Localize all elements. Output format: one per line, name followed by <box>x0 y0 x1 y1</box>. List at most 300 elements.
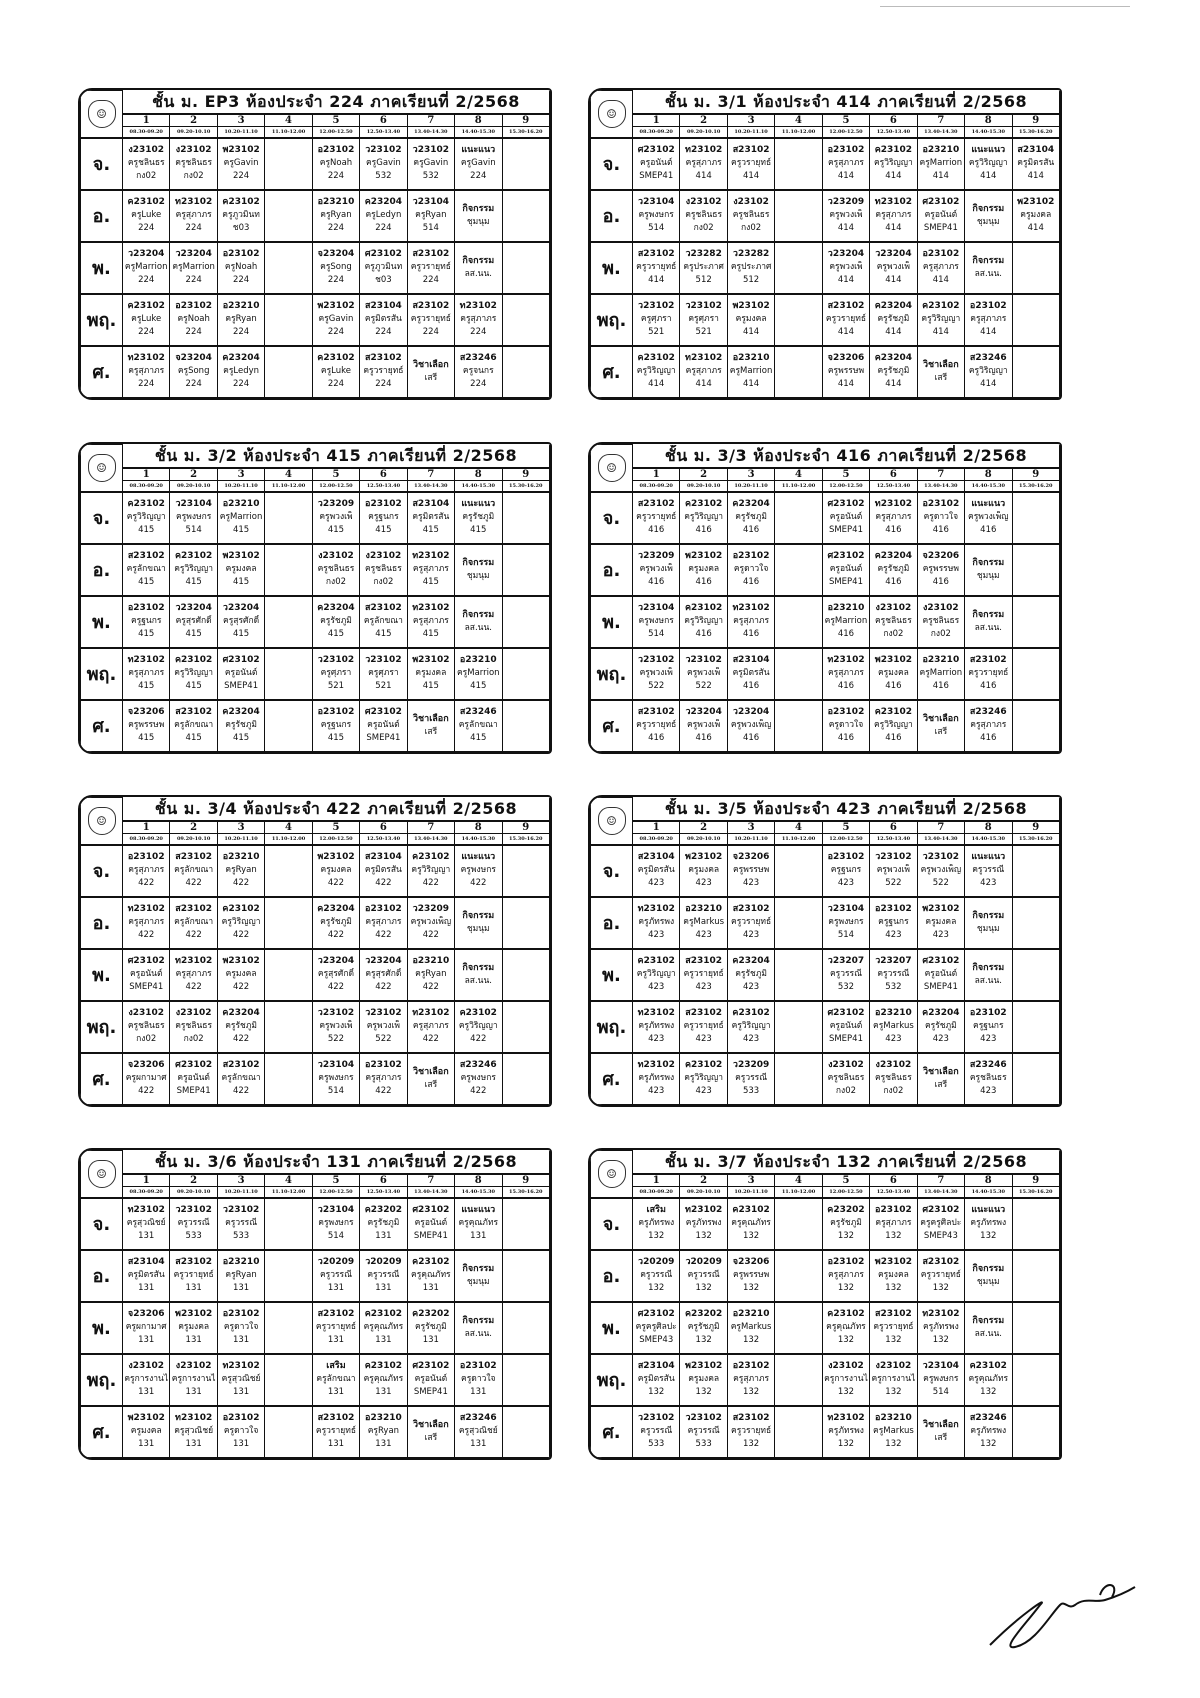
teacher-name: ครูอนันต์ <box>414 1218 448 1228</box>
schedule-cell <box>360 949 407 1001</box>
teacher-name: ครูครูศิลปะ <box>920 1218 962 1228</box>
teacher-name: ครูฐนกร <box>973 1021 1004 1031</box>
day-row <box>81 1198 550 1250</box>
subject-code: แนะแนว <box>971 1205 1006 1215</box>
subject-code: ศ23102 <box>412 1205 450 1215</box>
schedule-cell <box>407 544 454 596</box>
subject-code: พ23102 <box>1017 197 1055 207</box>
schedule-cell <box>407 1001 454 1053</box>
schedule-cell <box>123 1198 170 1250</box>
subject-code: จ23206 <box>827 353 865 363</box>
schedule-cell <box>965 492 1012 544</box>
schedule-cell <box>265 648 312 700</box>
room-number: 422 <box>232 1086 250 1096</box>
schedule-cell <box>917 294 964 346</box>
subject-code: แนะแนว <box>461 852 496 862</box>
schedule-cell <box>1012 294 1060 346</box>
schedule-cell <box>407 949 454 1001</box>
subject-code: วิชาเลือก <box>923 713 959 724</box>
day-label: อ. <box>81 897 123 949</box>
day-row <box>591 1198 1060 1250</box>
schedule-cell <box>965 138 1012 190</box>
subject-code: ค23102 <box>127 301 165 311</box>
teacher-name: ครูGavin <box>460 158 496 168</box>
schedule-cell <box>455 1302 502 1354</box>
subject-code: ค23102 <box>684 1060 723 1070</box>
subject-code: พ23102 <box>222 145 260 155</box>
teacher-name: ครูRyan <box>367 1426 400 1436</box>
timetable-grid <box>590 444 1060 752</box>
school-logo <box>81 91 123 138</box>
teacher-name: ครูพงษกร <box>460 865 496 875</box>
teacher-name: ลส.นน. <box>974 975 1002 986</box>
schedule-cell <box>633 1302 680 1354</box>
teacher-name: ชุมนุม <box>976 216 1000 227</box>
teacher-name: ครูสุภาภร <box>175 210 212 220</box>
schedule-cell <box>407 294 454 346</box>
schedule-cell <box>217 596 264 648</box>
room-number: 423 <box>648 982 665 992</box>
period-number: 6 <box>870 468 917 481</box>
subject-code: พ23102 <box>922 904 960 914</box>
period-time: 09.20-10.10 <box>170 833 217 845</box>
room-number: 224 <box>232 171 250 181</box>
room-number: 415 <box>422 525 439 535</box>
room-number: 415 <box>185 577 202 587</box>
schedule-cell <box>633 190 680 242</box>
subject-code: ง23102 <box>875 1361 912 1371</box>
teacher-name: ครูสุภาภร <box>365 1073 402 1083</box>
room-number: 131 <box>185 1439 202 1449</box>
room-number: 423 <box>885 930 902 940</box>
schedule-cell <box>455 1198 502 1250</box>
teacher-name: ครูMarkus <box>730 1322 772 1332</box>
subject-code: ง23102 <box>365 551 402 561</box>
period-number: 9 <box>502 114 550 127</box>
timetable-title: ชั้น ม. EP3 ห้องประจำ 224 ภาคเรียนที่ 2/2568 <box>123 91 550 114</box>
subject-code: ค23202 <box>364 1205 403 1215</box>
schedule-cell <box>870 1354 917 1406</box>
subject-code: อ23102 <box>732 1361 770 1371</box>
period-time: 09.20-10.10 <box>170 126 217 138</box>
room-number: กง02 <box>136 1034 157 1044</box>
schedule-cell <box>170 242 217 294</box>
subject-code: วิชาเลือก <box>413 1066 449 1077</box>
teacher-name: ครูพรรษพ <box>128 720 165 730</box>
period-time: 08.30-09.20 <box>123 126 170 138</box>
schedule-cell <box>775 1406 822 1458</box>
schedule-cell <box>502 544 550 596</box>
room-number: 132 <box>932 1335 949 1345</box>
day-label: อ. <box>591 1250 633 1302</box>
teacher-name: ครูอนันต์ <box>829 512 863 522</box>
teacher-name: ครูการงานไ <box>124 1374 169 1384</box>
subject-code: ค23102 <box>684 603 723 613</box>
subject-code: พ23102 <box>412 655 450 665</box>
period-time: 08.30-09.20 <box>123 833 170 845</box>
period-time: 13.40-14.30 <box>917 1186 964 1198</box>
schedule-cell <box>680 1053 727 1105</box>
teacher-name: ครูภูวมินท <box>364 262 403 272</box>
schedule-cell <box>360 648 407 700</box>
schedule-cell <box>360 1250 407 1302</box>
schedule-cell <box>680 845 727 897</box>
room-number: 131 <box>185 1387 202 1397</box>
schedule-cell <box>633 294 680 346</box>
schedule-cell <box>170 648 217 700</box>
room-number: 416 <box>695 577 712 587</box>
subject-code: ท23102 <box>922 1309 960 1319</box>
teacher-name: ครูมงคล <box>178 1322 210 1332</box>
day-row <box>81 346 550 398</box>
teacher-name: ครูLuke <box>131 210 162 220</box>
period-number: 1 <box>123 1174 170 1187</box>
period-time: 11.10-12.00 <box>265 480 312 492</box>
schedule-cell <box>502 294 550 346</box>
subject-code: ว23282 <box>732 249 770 259</box>
teacher-name: ครูชลินธร <box>732 210 770 220</box>
schedule-cell <box>217 190 264 242</box>
subject-code: ว23209 <box>638 551 675 561</box>
period-number: 2 <box>680 468 727 481</box>
subject-code: ว23204 <box>875 249 912 259</box>
schedule-cell <box>170 1406 217 1458</box>
period-number: 2 <box>170 114 217 127</box>
period-time: 10.20-11.10 <box>727 126 774 138</box>
schedule-cell <box>822 897 869 949</box>
schedule-cell <box>822 1354 869 1406</box>
period-number: 4 <box>775 821 822 834</box>
subject-code: กิจกรรม <box>462 962 495 973</box>
schedule-cell <box>265 138 312 190</box>
schedule-cell <box>680 242 727 294</box>
schedule-cell <box>170 190 217 242</box>
schedule-cell <box>870 596 917 648</box>
subject-code: กิจกรรม <box>462 203 495 214</box>
room-number: 132 <box>980 1387 997 1397</box>
teacher-name: ครูมงคล <box>925 917 957 927</box>
schedule-cell <box>822 700 869 752</box>
schedule-cell <box>775 845 822 897</box>
teacher-name: ครูสุภาภร <box>460 314 497 324</box>
schedule-cell <box>727 1001 774 1053</box>
day-label: จ. <box>591 845 633 897</box>
subject-code: ว23102 <box>685 1413 722 1423</box>
teacher-name: ครูพวงเพ็ญ <box>410 917 452 927</box>
subject-code: ว23209 <box>827 197 865 207</box>
subject-code: ค23102 <box>874 707 913 717</box>
period-number: 7 <box>407 1174 454 1187</box>
subject-code: ท23102 <box>175 956 213 966</box>
teacher-name: ครูวรายุทธ์ <box>410 262 451 272</box>
teacher-name: ครูวรายุทธ์ <box>731 1426 772 1436</box>
subject-code: พ23102 <box>685 852 723 862</box>
room-number: SMEP41 <box>828 1034 863 1044</box>
period-number: 3 <box>217 114 264 127</box>
teacher-name: ครูพวงเพ็ <box>639 668 673 678</box>
subject-code: ศ23102 <box>364 249 402 259</box>
schedule-cell <box>360 1001 407 1053</box>
room-number: 423 <box>648 930 665 940</box>
teacher-name: ครูมงคล <box>688 865 720 875</box>
teacher-name: ครูสุภาภร <box>922 262 959 272</box>
teacher-name: ครูอนันต์ <box>367 720 400 730</box>
schedule-cell <box>870 1001 917 1053</box>
schedule-cell <box>312 492 359 544</box>
subject-code: ท23102 <box>127 353 165 363</box>
subject-code: พ23102 <box>874 1257 913 1267</box>
day-row <box>591 492 1060 544</box>
room-number: SMEP41 <box>366 733 401 743</box>
schedule-cell <box>407 648 454 700</box>
schedule-cell <box>917 648 964 700</box>
teacher-name: ครูMarrion <box>919 158 963 168</box>
room-number: 514 <box>648 629 665 639</box>
period-number: 3 <box>727 468 774 481</box>
room-number: 224 <box>232 327 250 337</box>
subject-code: ส23102 <box>922 1257 960 1267</box>
period-time: 14.40-15.30 <box>455 833 502 845</box>
period-number: 7 <box>407 468 454 481</box>
room-number: 422 <box>470 1086 487 1096</box>
teacher-name: ครูสุภาภร <box>827 668 864 678</box>
teacher-name: ครูสุรศักดิ์ <box>223 616 260 626</box>
teacher-name: ลส.นน. <box>974 622 1002 633</box>
room-number: กง02 <box>883 629 904 639</box>
schedule-cell <box>123 1302 170 1354</box>
period-number: 8 <box>965 1174 1012 1187</box>
room-number: 416 <box>742 525 760 535</box>
teacher-name: ครูพงษกร <box>460 1073 496 1083</box>
teacher-name: ครูสุภาภร <box>970 314 1007 324</box>
room-number: 415 <box>327 733 345 743</box>
schedule-cell <box>502 596 550 648</box>
schedule-cell <box>502 845 550 897</box>
schedule-cell <box>123 1250 170 1302</box>
room-number: 224 <box>232 275 250 285</box>
teacher-name: ครูภัทรพง <box>922 1322 959 1332</box>
subject-code: อ23210 <box>222 499 260 509</box>
schedule-cell <box>217 1354 264 1406</box>
schedule-cell <box>217 1053 264 1105</box>
schedule-cell <box>633 1250 680 1302</box>
subject-code: ง23102 <box>175 1361 212 1371</box>
schedule-cell <box>455 845 502 897</box>
room-number: 131 <box>138 1335 155 1345</box>
schedule-cell <box>870 648 917 700</box>
room-number: 422 <box>138 1086 155 1096</box>
subject-code: ท23102 <box>412 551 450 561</box>
schedule-cell <box>1012 1302 1060 1354</box>
schedule-cell <box>217 1302 264 1354</box>
teacher-name: ครูSong <box>177 366 210 376</box>
subject-code: กิจกรรม <box>972 203 1005 214</box>
room-number: 415 <box>375 629 392 639</box>
room-number: 514 <box>185 525 202 535</box>
period-time: 09.20-10.10 <box>680 126 727 138</box>
subject-code: ง23102 <box>128 145 165 155</box>
schedule-cell <box>1012 845 1060 897</box>
teacher-name: ครูMarrion <box>729 366 773 376</box>
schedule-cell <box>455 897 502 949</box>
subject-code: อ23102 <box>459 1361 497 1371</box>
schedule-cell <box>217 492 264 544</box>
room-number: SMEP41 <box>828 577 863 587</box>
period-time: 10.20-11.10 <box>217 480 264 492</box>
subject-code: ค23204 <box>922 1008 960 1018</box>
schedule-cell <box>1012 1001 1060 1053</box>
room-number: 131 <box>138 1231 155 1241</box>
timetable-grid <box>80 444 550 752</box>
teacher-name: ครูวรรณี <box>687 1426 720 1436</box>
room-number: 415 <box>375 525 392 535</box>
room-number: 423 <box>885 1034 902 1044</box>
teacher-name: ชุมนุม <box>466 216 490 227</box>
subject-code: ว23104 <box>638 197 675 207</box>
teacher-name: ครูฐนกร <box>368 512 399 522</box>
room-number: 224 <box>375 223 392 233</box>
teacher-name: ครูMarkus <box>873 1426 914 1436</box>
room-number: 416 <box>837 733 855 743</box>
subject-code: ว23102 <box>638 301 675 311</box>
teacher-name: ครูดาวใจ <box>461 1374 496 1384</box>
room-number: 414 <box>980 171 997 181</box>
schedule-cell <box>1012 648 1060 700</box>
room-number: 414 <box>695 171 712 181</box>
day-row <box>591 949 1060 1001</box>
day-row <box>591 897 1060 949</box>
subject-code: ส23102 <box>732 1413 770 1423</box>
room-number: 522 <box>695 681 712 691</box>
room-number: SMEP43 <box>639 1335 674 1345</box>
schedule-cell <box>407 700 454 752</box>
subject-code: ว23209 <box>732 1060 770 1070</box>
room-number: กง02 <box>373 577 394 587</box>
teacher-name: ครูพวงเพ็ <box>319 1021 353 1031</box>
subject-code: อ23102 <box>827 1257 865 1267</box>
subject-code: จ23206 <box>127 1060 165 1070</box>
room-number: 132 <box>742 1283 760 1293</box>
room-number: 224 <box>138 379 155 389</box>
day-row <box>591 544 1060 596</box>
day-row <box>81 700 550 752</box>
schedule-cell <box>360 897 407 949</box>
room-number: 533 <box>742 1086 760 1096</box>
period-time: 08.30-09.20 <box>633 126 680 138</box>
teacher-name: ครูภูวมินท <box>222 210 260 220</box>
room-number: SMEP41 <box>413 1387 448 1397</box>
period-time: 12.50-13.40 <box>360 126 407 138</box>
period-time: 11.10-12.00 <box>775 833 822 845</box>
schedule-cell <box>822 1250 869 1302</box>
room-number: 422 <box>422 982 439 992</box>
schedule-cell <box>170 138 217 190</box>
subject-code: ว23204 <box>365 956 402 966</box>
teacher-name: ครูสุภาภร <box>875 1218 912 1228</box>
schedule-cell <box>917 1198 964 1250</box>
subject-code: ส23102 <box>969 655 1007 665</box>
subject-code: ศ23102 <box>364 707 402 717</box>
room-number: 423 <box>648 878 665 888</box>
room-number: 422 <box>185 878 202 888</box>
schedule-cell <box>265 544 312 596</box>
teacher-name: ครูSong <box>320 262 352 272</box>
subject-code: ค23102 <box>732 1008 770 1018</box>
teacher-name: ครูมิตรสัน <box>127 1270 165 1280</box>
teacher-name: ลส.นน. <box>464 268 492 279</box>
subject-code: ส23102 <box>875 1309 912 1319</box>
subject-code: อ23102 <box>827 707 865 717</box>
room-number: 416 <box>837 681 855 691</box>
day-label: พฤ. <box>591 294 633 346</box>
teacher-name: เสรี <box>424 372 438 383</box>
teacher-name: ครูวรรณี <box>225 1218 258 1228</box>
period-number: 6 <box>360 1174 407 1187</box>
schedule-cell <box>822 138 869 190</box>
period-time: 12.50-13.40 <box>360 833 407 845</box>
teacher-name: ครูคุณภัทร <box>968 1374 1009 1384</box>
teacher-name: ครูรัชภูมิ <box>687 1322 720 1332</box>
teacher-name: ครูวรรณี <box>177 1218 210 1228</box>
school-logo <box>81 445 123 492</box>
teacher-name: ครูการงานไ <box>824 1374 868 1384</box>
period-time: 08.30-09.20 <box>123 1186 170 1198</box>
schedule-cell <box>917 190 964 242</box>
schedule-cell <box>170 1198 217 1250</box>
crest-icon: ☺ <box>88 1160 116 1188</box>
day-row <box>591 1354 1060 1406</box>
room-number: 522 <box>932 878 949 888</box>
subject-code: จ23206 <box>127 1309 165 1319</box>
teacher-name: ครูชลินธร <box>922 616 960 626</box>
room-number: 521 <box>327 681 345 691</box>
schedule-cell <box>965 1001 1012 1053</box>
subject-code: อ23102 <box>222 1309 260 1319</box>
day-label: อ. <box>81 544 123 596</box>
schedule-cell <box>775 138 822 190</box>
room-number: 415 <box>232 733 250 743</box>
timetable-title: ชั้น ม. 3/3 ห้องประจำ 416 ภาคเรียนที่ 2/2568 <box>633 445 1060 468</box>
schedule-cell <box>455 700 502 752</box>
teacher-name: ครูพวงเพ็ญ <box>920 865 962 875</box>
schedule-cell <box>170 1302 217 1354</box>
room-number: 514 <box>932 1387 949 1397</box>
subject-code: ท23102 <box>127 655 165 665</box>
teacher-name: ชุมนุม <box>976 1276 1000 1287</box>
subject-code: ค23102 <box>127 499 165 509</box>
schedule-cell <box>775 949 822 1001</box>
schedule-cell <box>217 1406 264 1458</box>
subject-code: อ23102 <box>127 603 165 613</box>
schedule-cell <box>455 242 502 294</box>
schedule-cell <box>680 1198 727 1250</box>
room-number: 423 <box>695 982 712 992</box>
teacher-name: ครูรัชภูมิ <box>735 969 767 979</box>
schedule-cell <box>455 1250 502 1302</box>
teacher-name: ครูอนันต์ <box>177 1073 210 1083</box>
teacher-name: ครูGavin <box>365 158 401 168</box>
timetable-grid <box>590 1150 1060 1458</box>
subject-code: ว23207 <box>875 956 912 966</box>
teacher-name: ครูภัทรพง <box>828 1426 864 1436</box>
schedule-cell <box>870 544 917 596</box>
teacher-name: ครูสุภาภร <box>128 865 165 875</box>
room-number: SMEP41 <box>828 525 863 535</box>
day-label: พฤ. <box>81 1354 123 1406</box>
day-row <box>81 492 550 544</box>
schedule-cell <box>965 1053 1012 1105</box>
period-number: 4 <box>775 468 822 481</box>
